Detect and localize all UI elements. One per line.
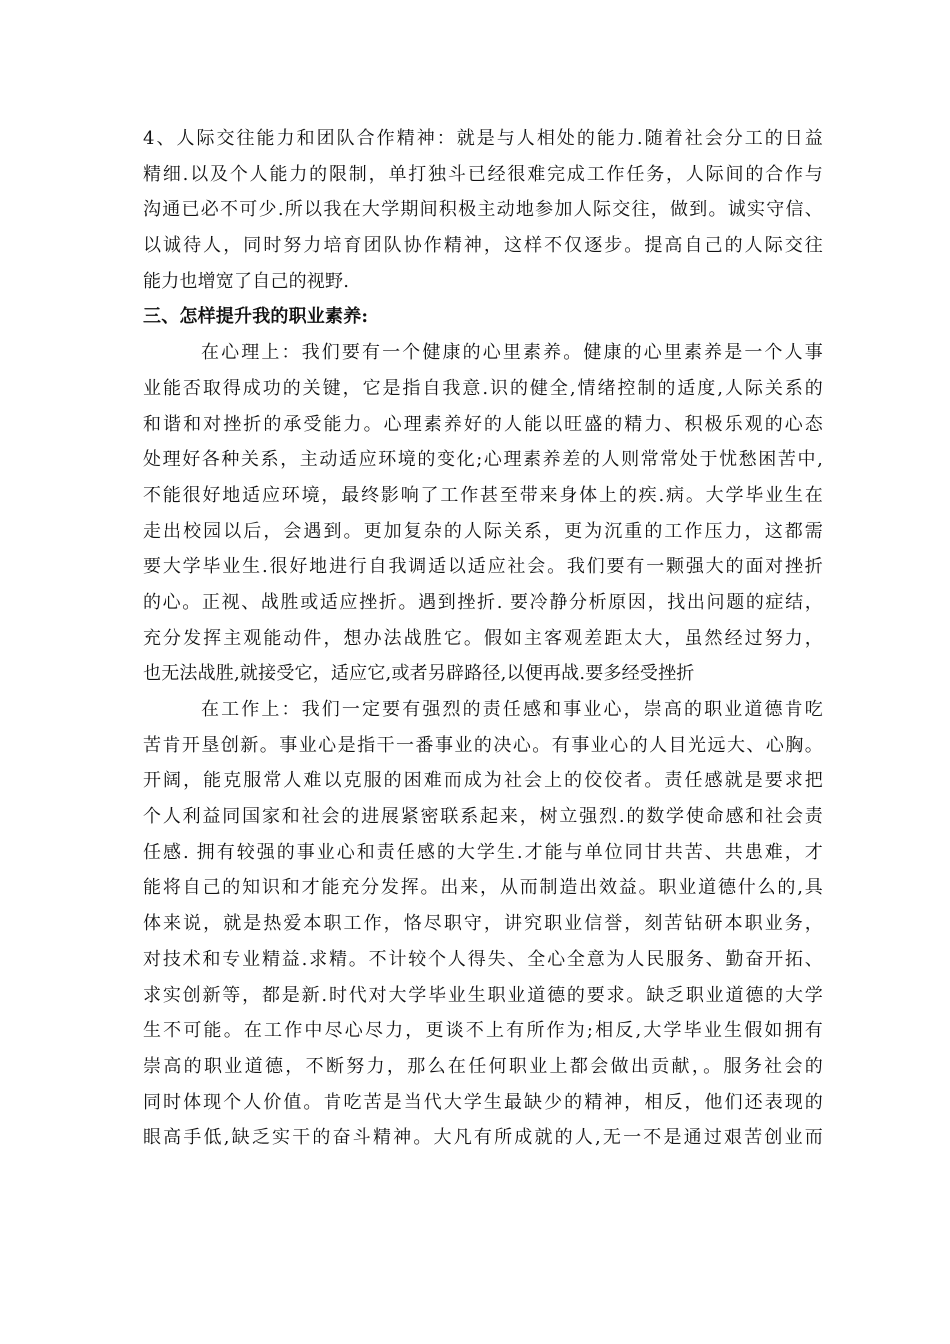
text-line: 沟通已必不可少.所以我在大学期间积极主动地参加人际交往，做到。诚实守信、 bbox=[143, 199, 823, 221]
text-line: 在工作上：我们一定要有强烈的责任感和事业心，崇高的职业道德肯吃 bbox=[201, 699, 823, 720]
text-line: 崇高的职业道德，不断努力，那么在任何职业上都会做出贡献，。服务社会的 bbox=[143, 1055, 823, 1077]
paragraph-work bbox=[143, 692, 823, 1156]
text-line: 眼高手低,缺乏实干的奋斗精神。大凡有所成就的人,无一不是通过艰苦创业而 bbox=[143, 1127, 823, 1149]
text-line: 要大学毕业生.很好地进行自我调适以适应社会。我们要有一颗强大的面对挫折 bbox=[143, 556, 823, 578]
text-line: 任感. 拥有较强的事业心和责任感的大学生.才能与单位同甘共苦、共患难，才 bbox=[143, 841, 823, 863]
text-line: 苦肯开垦创新。事业心是指干一番事业的决心。有事业心的人目光远大、心胸。 bbox=[143, 734, 823, 756]
text-line: 同时体现个人价值。肯吃苦是当代大学生最缺少的精神，相反，他们还表现的 bbox=[143, 1091, 823, 1113]
text-line: 走出校园以后，会遇到。更加复杂的人际关系，更为沉重的工作压力，这都需 bbox=[143, 520, 823, 542]
text-line: 对技术和专业精益.求精。不计较个人得失、全心全意为人民服务、勤奋开拓、 bbox=[143, 948, 823, 970]
text-line: 4、人际交往能力和团队合作精神：就是与人相处的能力.随着社会分工的日益 bbox=[143, 128, 823, 149]
text-line: 体来说，就是热爱本职工作，恪尽职守，讲究职业信誉，刻苦钻研本职业务， bbox=[143, 913, 823, 935]
paragraph-psychology bbox=[143, 335, 823, 692]
text-line: 也无法战胜,就接受它，适应它,或者另辟路径,以便再战.要多经受挫折 bbox=[143, 663, 695, 685]
text-line: 和谐和对挫折的承受能力。心理素养好的人能以旺盛的精力、积极乐观的心态 bbox=[143, 413, 823, 435]
text-line: 业能否取得成功的关键，它是指自我意.识的健全,情绪控制的适度,人际关系的 bbox=[143, 377, 823, 399]
text-line: 能力也增宽了自己的视野. bbox=[143, 270, 350, 292]
text-line: 在心理上：我们要有一个健康的心里素养。健康的心里素养是一个人事 bbox=[201, 342, 823, 364]
text-line: 开阔，能克服常人难以克服的困难而成为社会上的佼佼者。责任感就是要求把 bbox=[143, 770, 823, 792]
text-line: 精细.以及个人能力的限制，单打独斗已经很难完成工作任务，人际间的合作与 bbox=[143, 163, 823, 185]
section-title: 三、怎样提升我的职业素养: bbox=[143, 306, 369, 328]
text-line: 不能很好地适应环境，最终影响了工作甚至带来身体上的疾.病。大学毕业生在 bbox=[143, 484, 823, 506]
section-heading bbox=[143, 299, 823, 335]
text-line: 处理好各种关系，主动适应环境的变化;心理素养差的人则常常处于忧愁困苦中, bbox=[143, 449, 823, 471]
text-line: 充分发挥主观能动件，想办法战胜它。假如主客观差距太大，虽然经过努力， bbox=[143, 627, 823, 649]
text-line: 求实创新等，都是新.时代对大学毕业生职业道德的要求。缺乏职业道德的大学 bbox=[143, 984, 823, 1006]
paragraph-interpersonal-skills bbox=[143, 121, 823, 299]
text-line: 以诚待人，同时努力培育团队协作精神，这样不仅逐步。提高自己的人际交往 bbox=[143, 235, 823, 257]
text-line: 生不可能。在工作中尽心尽力，更谈不上有所作为;相反,大学毕业生假如拥有 bbox=[143, 1020, 823, 1042]
text-line: 能将自己的知识和才能充分发挥。出来，从而制造出效益。职业道德什么的,具 bbox=[143, 877, 823, 899]
document-body bbox=[143, 121, 823, 1156]
text-line: 个人利益同国家和社会的进展紧密联系起来，树立强烈.的数学使命感和社会责 bbox=[143, 806, 823, 828]
text-line: 的心。正视、战胜或适应挫折。遇到挫折. 要冷静分析原因，找出问题的症结， bbox=[143, 591, 823, 613]
